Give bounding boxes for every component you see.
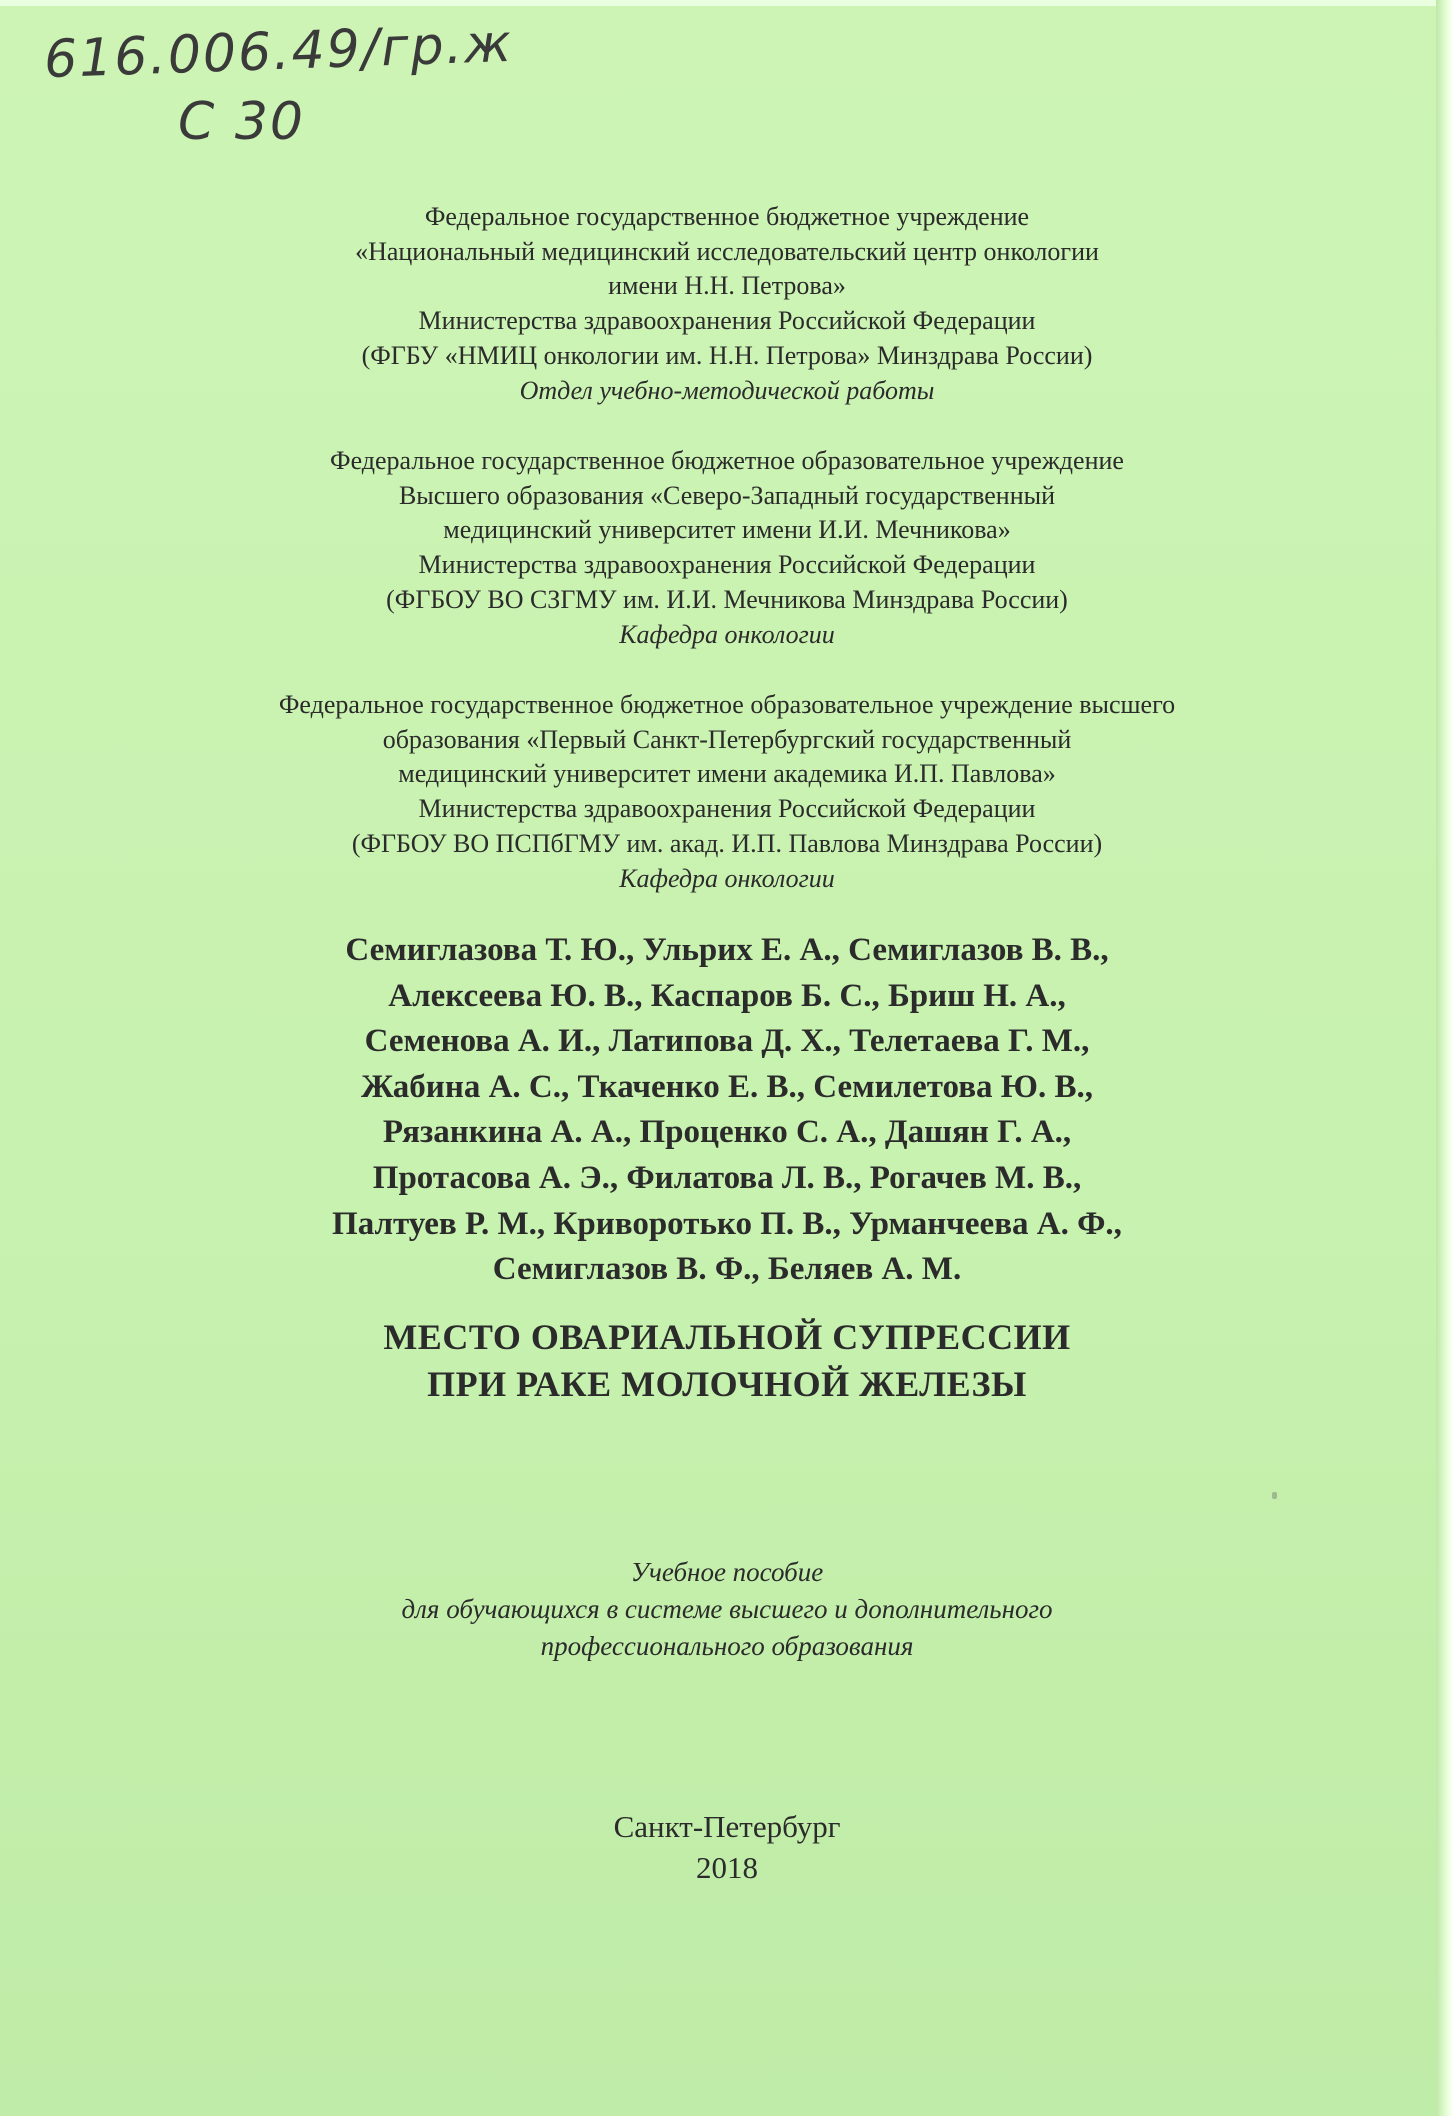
institution-line: Министерства здравоохранения Российской Федерации xyxy=(418,306,1036,336)
institution-line: Министерства здравоохранения Российской Федерации xyxy=(418,550,1036,580)
institution-line: Министерства здравоохранения Российской Федерации xyxy=(418,794,1036,824)
institution-line: образования «Первый Санкт-Петербургский государственный xyxy=(382,724,1072,754)
imprint-city: Санкт-Петербург xyxy=(613,1809,841,1844)
institution-department: Кафедра онкологии xyxy=(619,619,835,649)
authors-line: Семенова А. И., Латипова Д. Х., Телетаева Г. М., xyxy=(364,1023,1090,1060)
institution-line: Федеральное государственное бюджетное образовательное учреждение xyxy=(330,446,1124,475)
institution-department: Отдел учебно-методической работы xyxy=(519,375,935,405)
institution-line: Федеральное государственное бюджетное учреждение xyxy=(424,202,1030,231)
institution-line: «Национальный медицинский исследовательский центр онкологии xyxy=(355,236,1099,266)
book-title-line: ПРИ РАКЕ МОЛОЧНОЙ ЖЕЛЕЗЫ xyxy=(427,1364,1027,1404)
institution-line: медицинский университет имени И.И. Мечникова» xyxy=(443,515,1011,545)
authors-line: Семиглазов В. Ф., Беляев А. М. xyxy=(492,1251,962,1288)
authors-line: Жабина А. С., Ткаченко Е. В., Семилетова Ю. В., xyxy=(361,1068,1093,1105)
subtitle-line: профессионального образования xyxy=(540,1631,914,1661)
institution-line: (ФГБУ «НМИЦ онкологии им. Н.Н. Петрова» Минздрава России) xyxy=(361,340,1093,370)
authors-line: Алексеева Ю. В., Каспаров Б. С., Бриш Н. А., xyxy=(388,977,1066,1014)
paper-speck xyxy=(1272,1492,1277,1499)
authors-list xyxy=(0,928,1454,1293)
institution-block-nmic xyxy=(0,200,1454,408)
authors-line: Рязанкина А. А., Проценко С. А., Дашян Г. А., xyxy=(382,1114,1072,1151)
book-subtitle xyxy=(0,1554,1454,1665)
handwritten-classification-code: 616.006.49/гр.ж xyxy=(43,13,514,91)
institution-line: Высшего образования «Северо-Западный государственный xyxy=(398,480,1056,510)
subtitle-line: для обучающихся в системе высшего и дополнительного xyxy=(401,1594,1053,1624)
authors-line: Палтуев Р. М., Криворотько П. В., Урманчеева А. Ф., xyxy=(332,1205,1122,1242)
book-title-line: МЕСТО ОВАРИАЛЬНОЙ СУПРЕССИИ xyxy=(383,1317,1071,1357)
imprint xyxy=(0,1806,1454,1888)
subtitle-line: Учебное пособие xyxy=(630,1557,824,1587)
institution-block-szgmu xyxy=(0,444,1454,652)
authors-line: Семиглазова Т. Ю., Ульрих Е. А., Семиглазов В. В., xyxy=(345,932,1109,968)
authors-line: Протасова А. Э., Филатова Л. В., Рогачев М. В., xyxy=(372,1159,1082,1196)
institution-line: (ФГБОУ ВО СЗГМУ им. И.И. Мечникова Минздрава России) xyxy=(386,584,1068,614)
institution-line: имени Н.Н. Петрова» xyxy=(608,271,846,301)
institution-line: (ФГБОУ ВО ПСПбГМУ им. акад. И.П. Павлова Минздрава России) xyxy=(351,828,1103,858)
imprint-year: 2018 xyxy=(696,1850,758,1885)
institution-line: Федеральное государственное бюджетное образовательное учреждение высшего xyxy=(278,690,1176,719)
institution-line: медицинский университет имени академика И.П. Павлова» xyxy=(398,759,1056,789)
institution-block-pspbgmu xyxy=(0,688,1454,896)
book-title xyxy=(0,1314,1454,1408)
page-top-edge xyxy=(0,0,1454,6)
institution-department: Кафедра онкологии xyxy=(619,863,835,893)
handwritten-shelf-mark: С 30 xyxy=(178,92,306,152)
